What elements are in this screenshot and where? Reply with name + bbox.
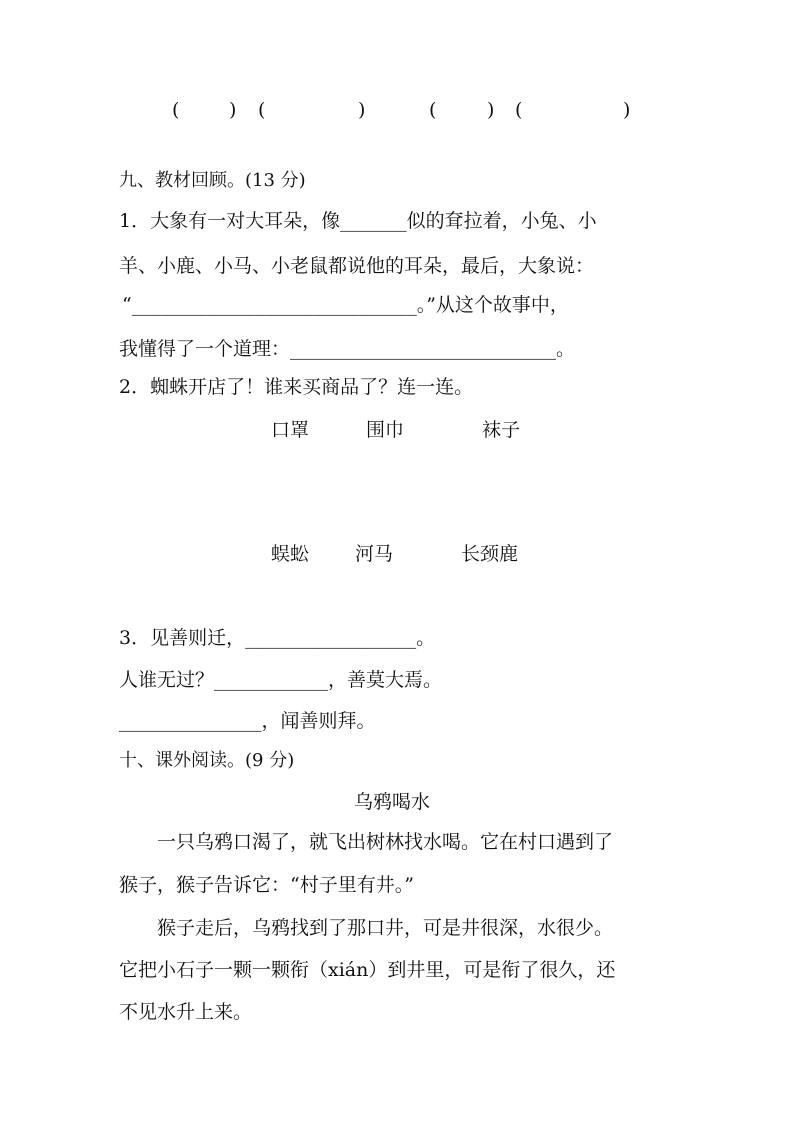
- q1-line-3: “______________________________。”从这个故事中，: [122, 294, 569, 316]
- animal-item: 河马: [355, 543, 394, 565]
- paren-open: (: [258, 99, 266, 121]
- section-10-title: 十、课外阅读。(9 分): [119, 750, 295, 771]
- q3-line-3: _______________，闻善则拜。: [119, 710, 376, 732]
- story-title: 乌鸦喝水: [354, 791, 431, 813]
- section-9-title: 九、教材回顾。(13 分): [119, 170, 306, 191]
- paren-close: ): [487, 99, 495, 121]
- paren-open: (: [429, 99, 437, 121]
- paragraph-2-line-2: 它把小石子一颗一颗衔（xián）到井里，可是衔了很久，还: [119, 959, 616, 981]
- paren-close: ): [358, 99, 366, 121]
- animal-item: 长颈鹿: [461, 543, 519, 565]
- goods-item: 口罩: [271, 419, 310, 441]
- paren-close: ): [229, 99, 237, 121]
- q2-title: 2．蜘蛛开店了！谁来买商品了？连一连。: [119, 376, 474, 398]
- paren-close: ): [623, 99, 631, 121]
- paragraph-2-line-1: 猴子走后，乌鸦找到了那口井，可是井很深，水很少。: [119, 917, 614, 939]
- q1-line-4: 我懂得了一个道理：____________________________。: [119, 338, 576, 360]
- q1-line-1: 1．大象有一对大耳朵，像_______似的耷拉着，小兔、小: [119, 210, 597, 232]
- paren-open: (: [172, 99, 180, 121]
- q3-line-2: 人谁无过？____________，善莫大焉。: [119, 669, 443, 691]
- goods-item: 围巾: [366, 419, 405, 441]
- animal-item: 蜈蚣: [271, 543, 310, 565]
- paragraph-1-line-2: 猴子，猴子告诉它：“村子里有井。”: [119, 874, 414, 896]
- q3-line-1: 3．见善则迁，__________________。: [119, 627, 436, 649]
- goods-item: 袜子: [482, 419, 521, 441]
- paren-open: (: [515, 99, 523, 121]
- q1-line-2: 羊、小鹿、小马、小老鼠都说他的耳朵，最后，大象说：: [119, 255, 595, 277]
- paragraph-1-line-1: 一只乌鸦口渴了，就飞出树林找水喝。它在村口遇到了: [119, 831, 614, 853]
- paragraph-2-line-3: 不见水升上来。: [119, 1001, 253, 1023]
